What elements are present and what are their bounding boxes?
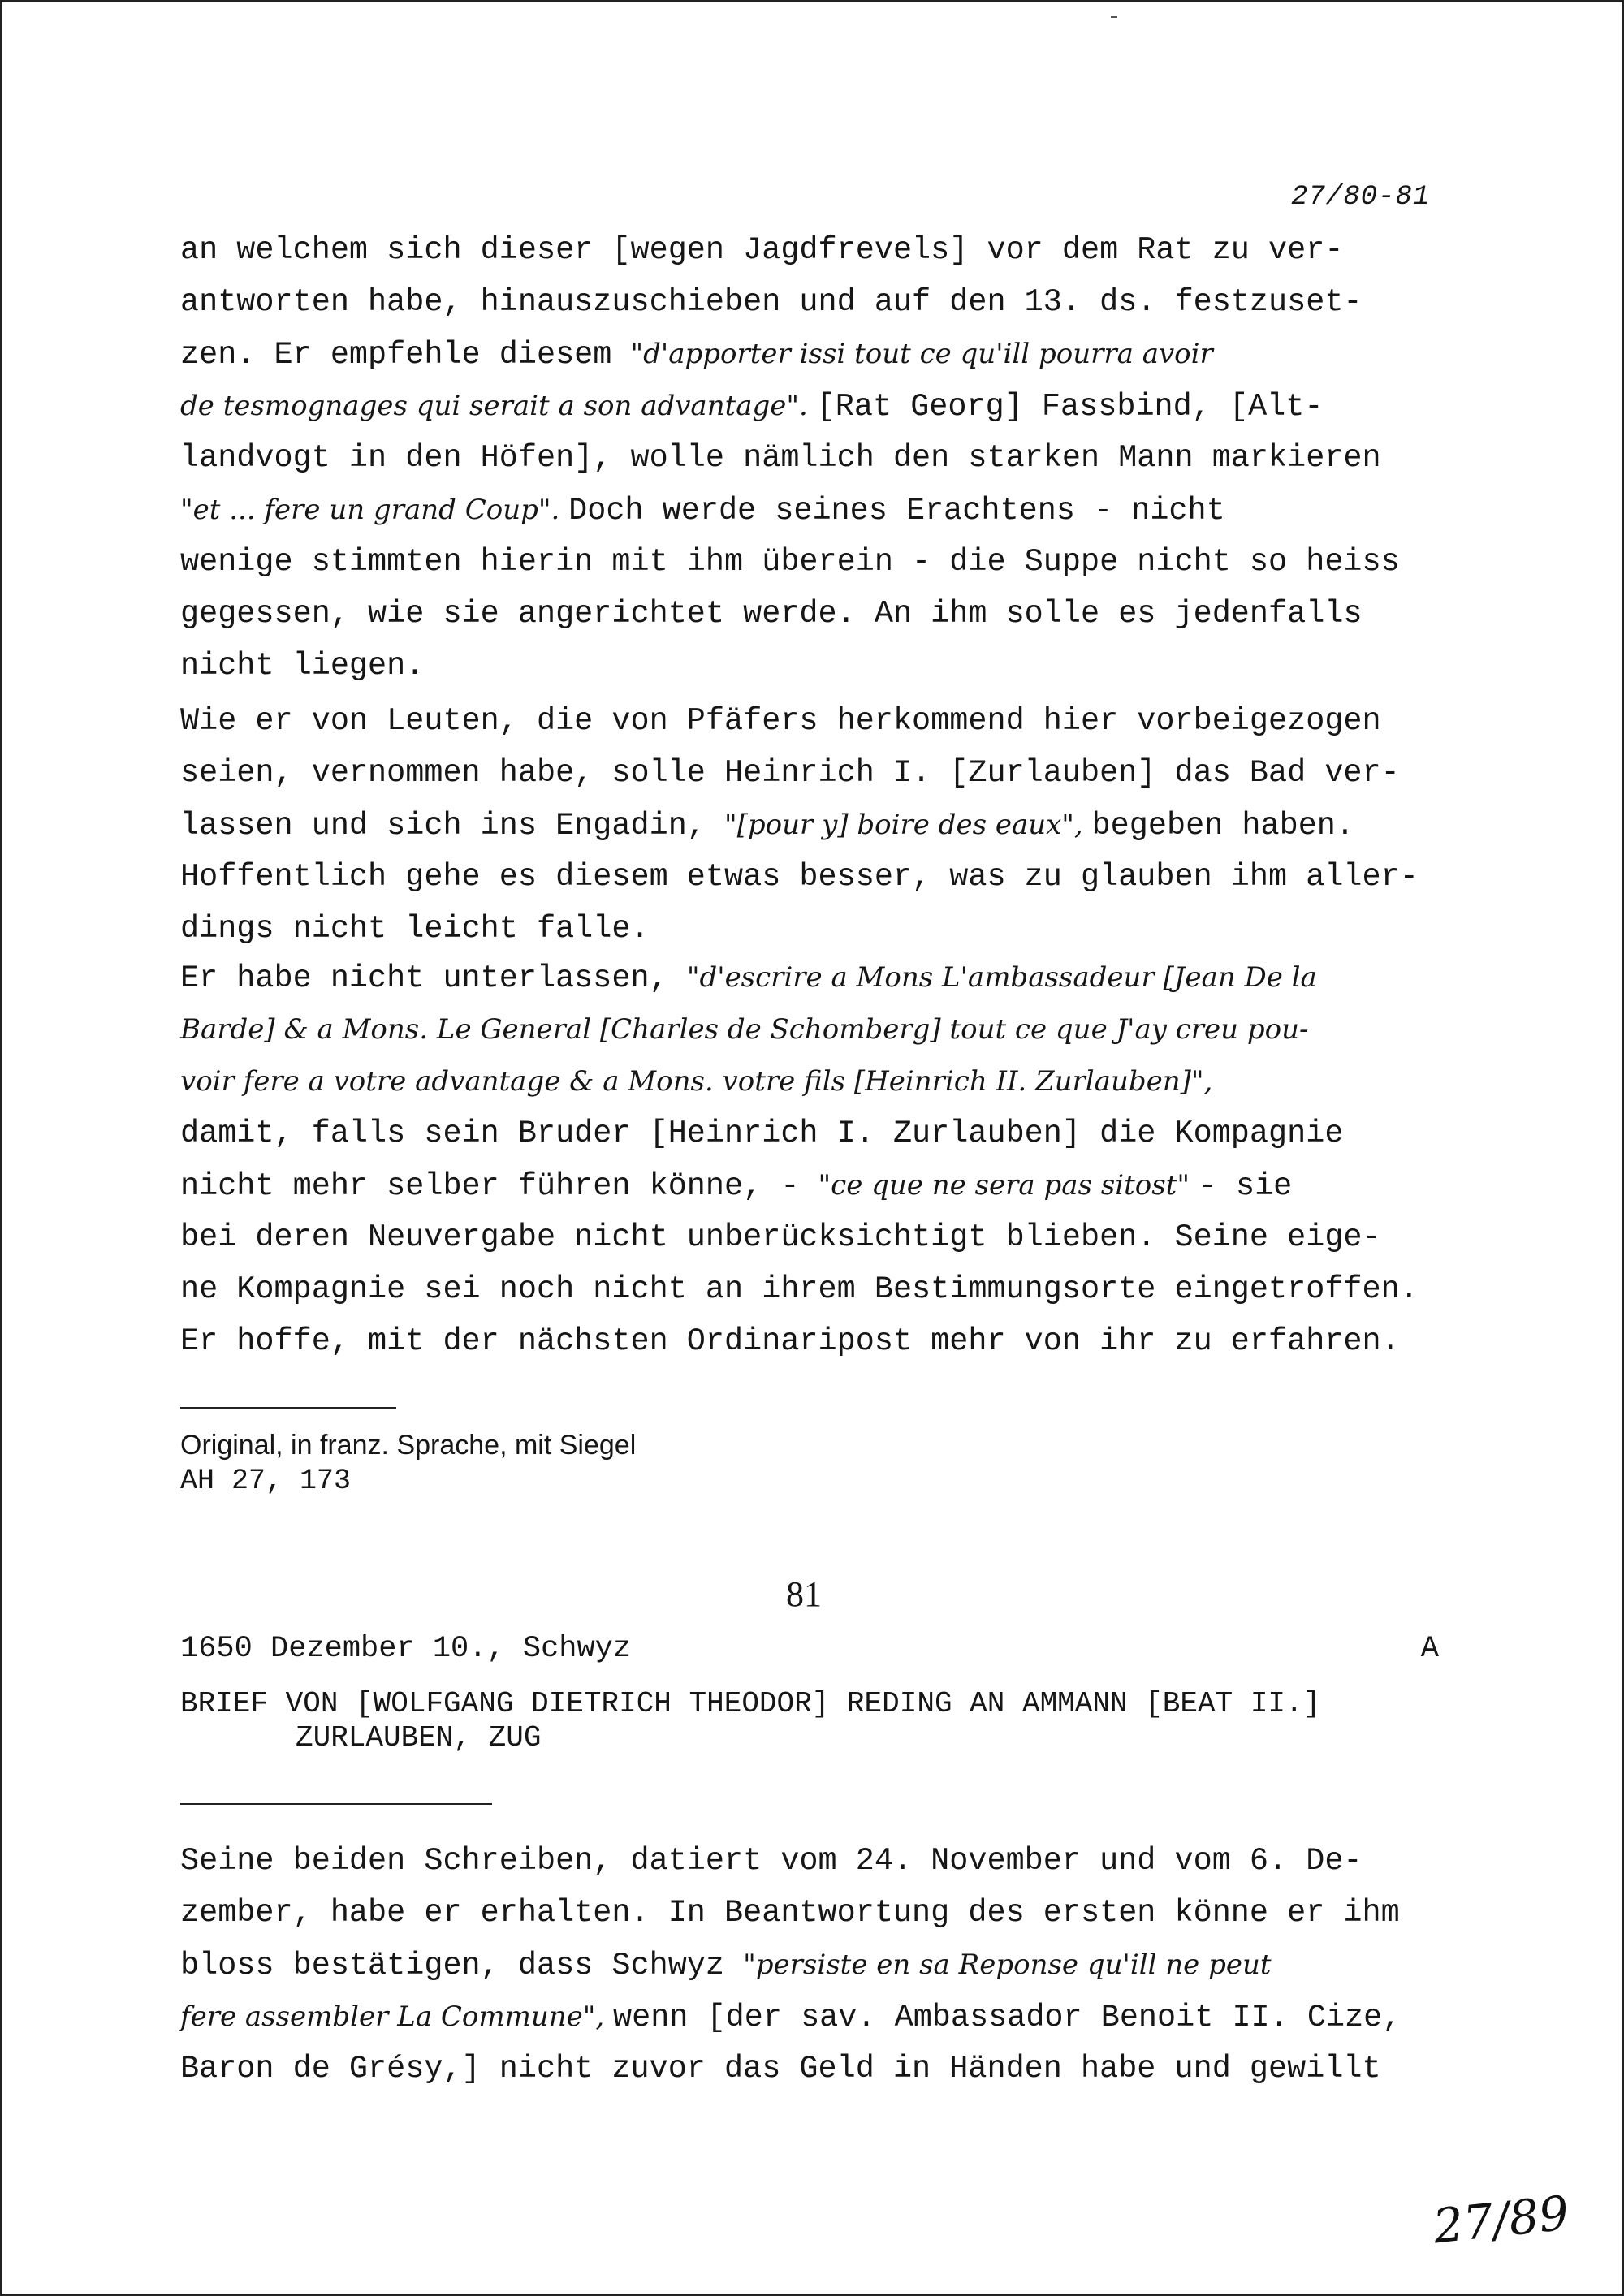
document-title: BRIEF VON [WOLFGANG DIETRICH THEODOR] REDING AN AMMANN [BEAT II.] — [180, 1687, 1321, 1720]
date-place: 1650 Dezember 10., Schwyz — [180, 1632, 632, 1666]
text-line — [180, 1315, 1496, 1367]
french-quote-segment: "[pour y] boire des eaux", — [724, 809, 1092, 841]
text-segment: Baron de Grésy,] nicht zuvor das Geld in Händen habe und gewillt — [180, 2051, 1381, 2087]
paragraph-jagdfrevel — [180, 224, 1496, 692]
text-segment: begeben haben. — [1091, 808, 1354, 844]
text-line — [180, 640, 1496, 692]
text-line — [180, 380, 1496, 432]
text-segment: seien, vernommen habe, solle Heinrich I. [Zurlauben] das Bad ver- — [180, 755, 1400, 791]
text-segment: lassen und sich ins Engadin, — [180, 808, 725, 844]
text-segment: Doch werde seines Erachtens - nicht — [568, 493, 1225, 529]
text-line — [180, 1055, 1496, 1107]
text-line — [180, 432, 1496, 484]
source-note — [180, 1427, 636, 1499]
text-line — [180, 851, 1496, 903]
text-line — [180, 588, 1496, 640]
text-segment: damit, falls sein Bruder [Heinrich I. Zurlauben] die Kompagnie — [180, 1116, 1344, 1151]
text-line — [180, 1107, 1496, 1159]
text-segment: zen. Er empfehle diesem — [180, 337, 631, 373]
document-title-continued: ZURLAUBEN, ZUG — [296, 1721, 542, 1754]
french-quote-segment: "persiste en sa Reponse qu'ill ne peut — [743, 1949, 1272, 1981]
handwritten-page-mark: 27/89 — [1430, 2185, 1572, 2255]
document-number: 81 — [786, 1574, 822, 1614]
text-segment: ne Kompagnie sei noch nicht an ihrem Bestimmungsorte eingetroffen. — [180, 1271, 1419, 1307]
text-line — [180, 1887, 1496, 1939]
date-place-line — [180, 1632, 1439, 1666]
document-type: A — [1420, 1632, 1439, 1666]
text-line — [180, 1003, 1496, 1055]
scan-mark — [1111, 16, 1117, 18]
text-line — [180, 952, 1496, 1003]
text-line — [180, 2043, 1496, 2095]
text-line — [180, 695, 1496, 747]
text-segment: bei deren Neuvergabe nicht unberücksichtigt blieben. Seine eige- — [180, 1219, 1381, 1255]
text-line — [180, 328, 1496, 380]
text-segment: - sie — [1198, 1168, 1293, 1204]
french-quote-segment: "et ... fere un grand Coup". — [180, 494, 569, 526]
text-line — [180, 1835, 1496, 1887]
text-segment: landvogt in den Höfen], wolle nämlich den starken Mann markieren — [180, 440, 1381, 476]
text-segment: zember, habe er erhalten. In Beantwortung des ersten könne er ihm — [180, 1895, 1400, 1931]
text-line — [180, 903, 1496, 955]
text-segment: Er habe nicht unterlassen, — [180, 960, 687, 996]
text-line — [180, 276, 1496, 328]
text-line — [180, 747, 1496, 799]
french-quote-segment: "d'apporter issi tout ce qu'ill pourra avoir — [630, 338, 1213, 370]
text-segment: antworten habe, hinauszuschieben und auf den 13. ds. festzuset- — [180, 284, 1363, 320]
french-quote-segment: "d'escrire a Mons L'ambassadeur [Jean De la — [686, 961, 1317, 994]
title-divider — [180, 1803, 492, 1805]
text-segment: wenn [der sav. Ambassador Benoit II. Cize, — [613, 2000, 1402, 2035]
paragraph-engadin — [180, 695, 1496, 955]
french-quote-segment: Barde] & a Mons. Le General [Charles de Schomberg] tout ce que J'ay creu pou- — [180, 1013, 1309, 1046]
text-segment: dings nicht leicht falle. — [180, 911, 650, 947]
text-segment: bloss bestätigen, dass Schwyz — [180, 1948, 744, 1983]
french-quote-segment: fere assembler La Commune", — [180, 2000, 614, 2033]
text-segment: Seine beiden Schreiben, datiert vom 24. November und vom 6. De- — [180, 1843, 1363, 1879]
text-line — [180, 1211, 1496, 1263]
french-quote-segment: de tesmognages qui serait a son advantage". — [180, 390, 817, 422]
source-archive-reference: AH 27, 173 — [180, 1465, 352, 1497]
page-reference: 27/80-81 — [1291, 182, 1431, 213]
french-quote-segment: "ce que ne sera pas sitost" — [818, 1169, 1199, 1202]
french-quote-segment: voir fere a votre advantage & a Mons. votre fils [Heinrich II. Zurlauben]", — [180, 1065, 1213, 1098]
text-line — [180, 1991, 1496, 2043]
text-segment: [Rat Georg] Fassbind, [Alt- — [816, 389, 1324, 425]
text-line — [180, 1263, 1496, 1315]
text-line — [180, 1159, 1496, 1211]
text-segment: Wie er von Leuten, die von Pfäfers herkommend hier vorbeigezogen — [180, 703, 1381, 739]
text-line — [180, 799, 1496, 851]
text-line — [180, 536, 1496, 588]
text-line — [180, 484, 1496, 536]
text-segment: nicht liegen. — [180, 648, 425, 684]
text-line — [180, 1939, 1496, 1991]
text-segment: Er hoffe, mit der nächsten Ordinaripost mehr von ihr zu erfahren. — [180, 1323, 1400, 1359]
text-segment: an welchem sich dieser [wegen Jagdfrevels] vor dem Rat zu ver- — [180, 232, 1344, 268]
text-segment: wenige stimmten hierin mit ihm überein - die Suppe nicht so heiss — [180, 544, 1400, 580]
paragraph-letter-81 — [180, 1835, 1496, 2095]
text-segment: gegessen, wie sie angerichtet werde. An ihm solle es jedenfalls — [180, 596, 1363, 632]
footnote-divider — [180, 1407, 396, 1409]
source-note-line: Original, in franz. Sprache, mit Siegel — [180, 1430, 637, 1461]
text-segment: Hoffentlich gehe es diesem etwas besser, was zu glauben ihm aller- — [180, 859, 1419, 895]
text-line — [180, 224, 1496, 276]
text-segment: nicht mehr selber führen könne, - — [180, 1168, 818, 1204]
paragraph-kompagnie — [180, 952, 1496, 1367]
